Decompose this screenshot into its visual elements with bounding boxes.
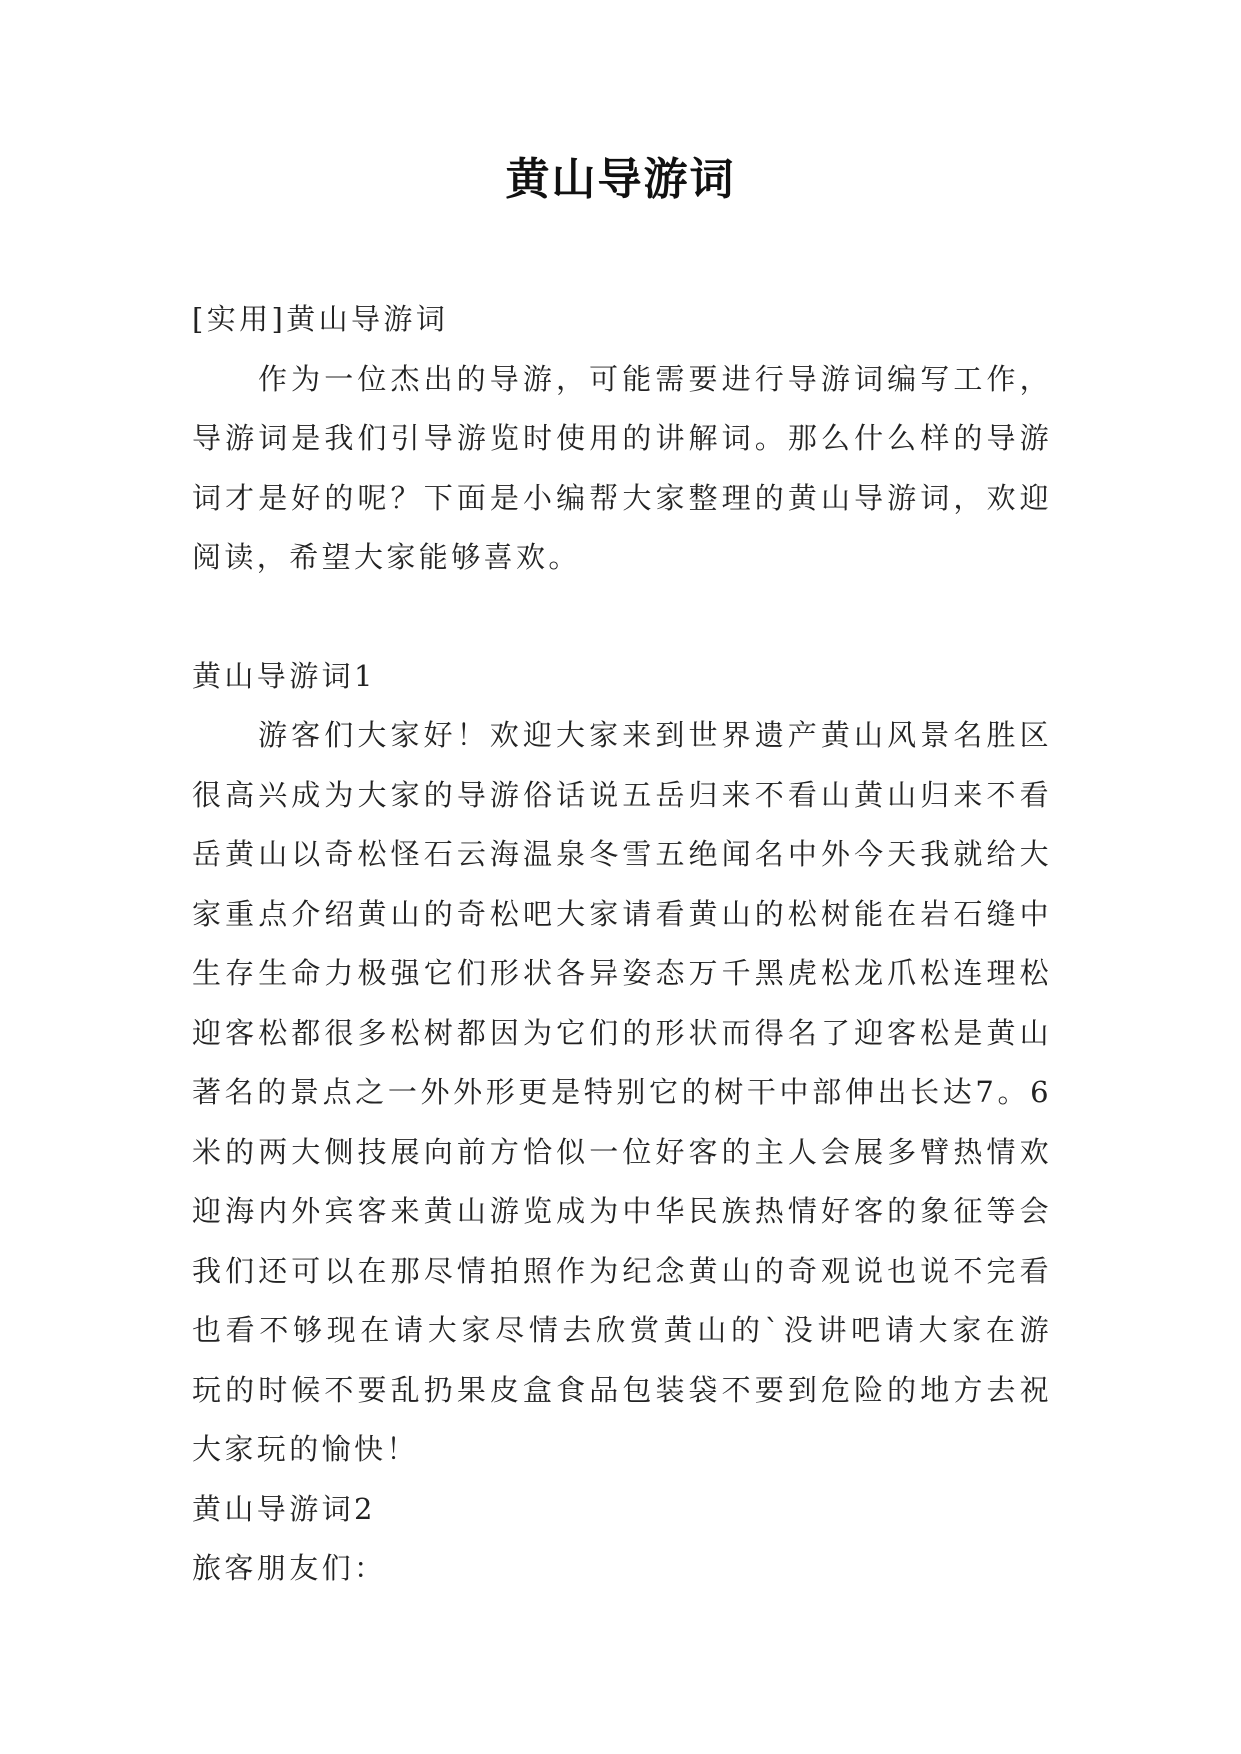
section-heading-2: 黄山导游词2	[192, 1491, 376, 1526]
document-body	[192, 290, 1052, 1599]
subtitle: [实用]黄山导游词	[192, 302, 449, 336]
section-1-paragraph: 游客们大家好！欢迎大家来到世界遗产黄山风景名胜区很高兴成为大家的导游俗话说五岳归来不看山黄山归来不看岳黄山以奇松怪石云海温泉冬雪五绝闻名中外今天我就给大家重点介绍黄山的奇松吧大家请看黄山的松树能在岩石缝中生存生命力极强它们形状各异姿态万千黑虎松龙爪松连理松迎客松都很多松树都因为它们的形状而得名了迎客松是黄山著名的景点之一外外形更是特别它的树干中部伸出长达7。6米的两大侧技展向前方恰似一位好客的主人会展多臂热情欢迎海内外宾客来黄山游览成为中华民族热情好客的象征等会我们还可以在那尽情拍照作为纪念黄山的奇观说也说不完看也看不够现在请大家尽情去欣赏黄山的`没讲吧请大家在游玩的时候不要乱扔果皮盒食品包装袋不要到危险的地方去祝大家玩的愉快！	[192, 718, 1052, 1466]
intro-paragraph: 作为一位杰出的导游，可能需要进行导游词编写工作，导游词是我们引导游览时使用的讲解词。那么什么样的导游词才是好的呢？下面是小编帮大家整理的黄山导游词，欢迎阅读，希望大家能够喜欢。	[192, 361, 1052, 574]
section-2-opening: 旅客朋友们：	[192, 1551, 387, 1585]
document-title: 黄山导游词	[505, 154, 736, 205]
section-heading-1: 黄山导游词1	[192, 658, 376, 693]
paragraph-spacer	[192, 588, 1052, 647]
